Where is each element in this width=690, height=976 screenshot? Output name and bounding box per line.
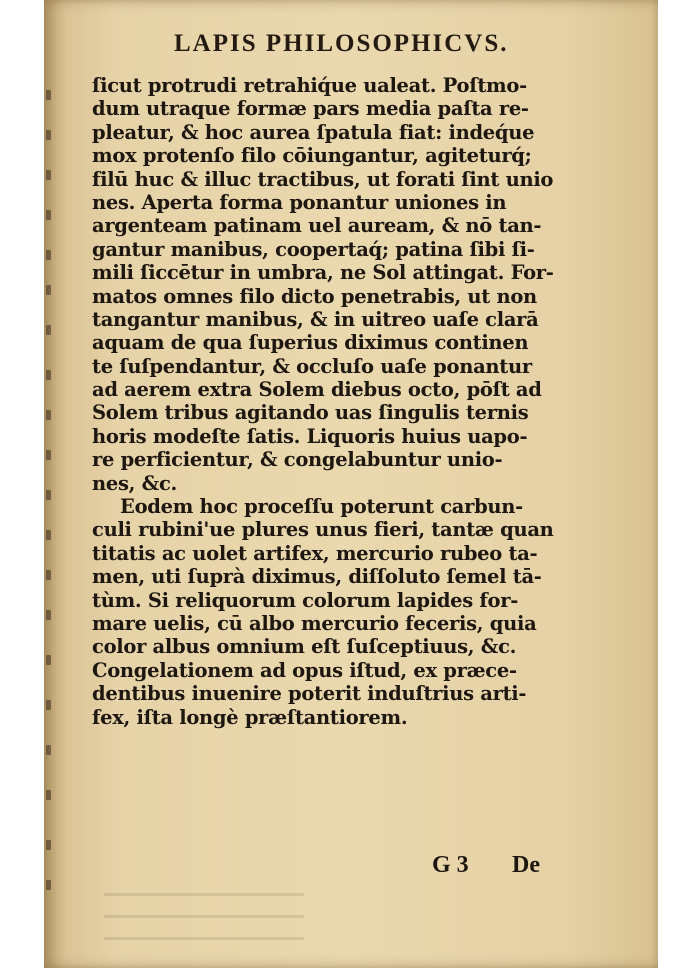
catchword: De <box>512 852 540 878</box>
text-line: pleatur, & hoc aurea ſpatula fiat: indeq́ue <box>92 120 535 144</box>
text-line: Solem tribus agitando uas ſingulis ternis <box>92 401 529 425</box>
text-line: re perficientur, & congelabuntur unio- <box>92 448 503 472</box>
show-through-bleed <box>104 880 304 940</box>
text-line: argenteam patinam uel auream, & nō tan- <box>92 214 542 238</box>
text-line: culi rubini'ue plures unus fieri, tantæ quan <box>92 518 554 542</box>
signature-mark: G 3 <box>432 852 469 878</box>
body-text <box>92 74 572 729</box>
paragraph-start-line: Eodem hoc proceſſu poterunt carbun- <box>120 495 523 519</box>
text-line: filū huc & illuc tractibus, ut forati ſint unio <box>92 167 554 191</box>
text-line: gantur manibus, coopertaq́; patina ſibi ſi- <box>92 237 535 261</box>
text-line: mox protenſo filo cōiungantur, agiteturq́; <box>92 144 532 168</box>
text-line: titatis ac uolet artifex, mercurio rubeo ta- <box>92 541 538 565</box>
gutter-bleed-marks <box>44 80 58 900</box>
text-line: matos omnes filo dicto penetrabis, ut non <box>92 284 537 308</box>
text-line: nes. Aperta forma ponantur uniones in <box>92 190 507 214</box>
text-line: ad aerem extra Solem diebus octo, pōſt ad <box>92 378 542 402</box>
text-line: men, uti ſuprà diximus, diſſoluto ſemel tā- <box>92 565 542 589</box>
text-line: Congelationem ad opus iſtud, ex præce- <box>92 658 517 682</box>
text-line: te ſuſpendantur, & occluſo uaſe ponantur <box>92 354 532 378</box>
text-line: tangantur manibus, & in uitreo uaſe clarā <box>92 307 539 331</box>
text-line: aquam de qua ſuperius diximus continen <box>92 331 529 355</box>
text-line: tùm. Si reliquorum colorum lapides for- <box>92 588 518 612</box>
text-line: color albus omnium eſt ſuſceptiuus, &c. <box>92 635 517 659</box>
text-line: fex, iſta longè præſtantiorem. <box>92 705 408 729</box>
text-line: mare uelis, cū albo mercurio feceris, quia <box>92 611 537 635</box>
text-line: horis modeſte ſatis. Liquoris huius uapo- <box>92 424 528 448</box>
text-line: dum utraque formæ pars media paſta re- <box>92 97 529 121</box>
page-footer <box>92 852 572 882</box>
text-line: nes, &c. <box>92 471 178 495</box>
text-line: mili ſiccētur in umbra, ne Sol attingat. For- <box>92 261 554 285</box>
book-page <box>44 0 658 968</box>
text-line: dentibus inuenire poterit induſtrius arti- <box>92 682 527 706</box>
running-head: LAPIS PHILOSOPHICVS. <box>174 30 509 57</box>
text-line: ſicut protrudi retrahiq́ue ualeat. Poſtmo- <box>92 74 527 97</box>
